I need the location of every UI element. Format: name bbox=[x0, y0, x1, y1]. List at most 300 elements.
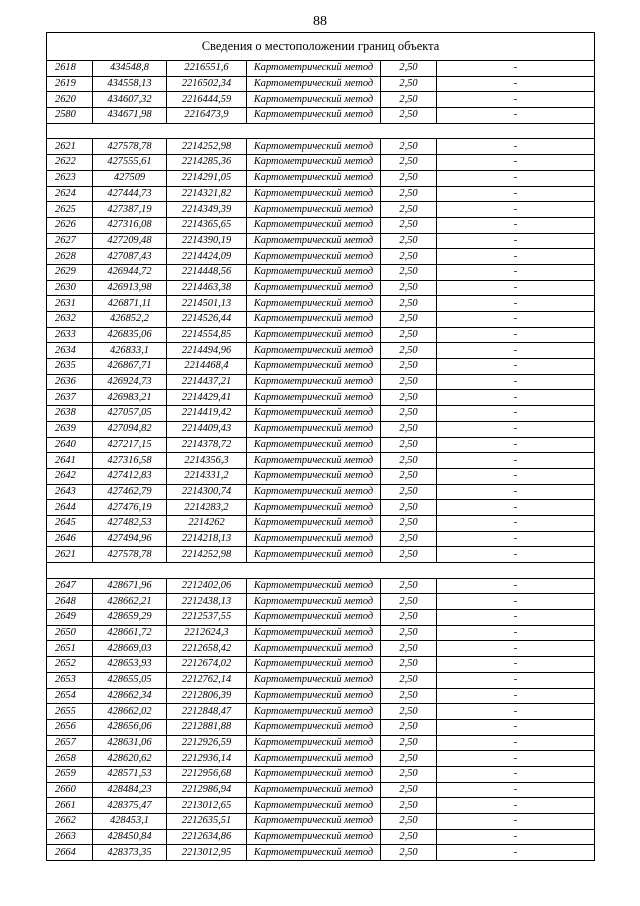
accuracy-cell: 2,50 bbox=[381, 625, 437, 641]
description-cell: - bbox=[437, 359, 595, 375]
accuracy-cell: 2,50 bbox=[381, 76, 437, 92]
coord-x-cell: 427578,78 bbox=[93, 547, 167, 563]
coord-y-cell: 2212762,14 bbox=[167, 672, 247, 688]
coord-x-cell: 428631,06 bbox=[93, 735, 167, 751]
table-row bbox=[47, 76, 595, 92]
table-row bbox=[47, 343, 595, 359]
accuracy-cell: 2,50 bbox=[381, 719, 437, 735]
table-row bbox=[47, 829, 595, 845]
accuracy-cell: 2,50 bbox=[381, 657, 437, 673]
description-cell: - bbox=[437, 798, 595, 814]
table-title-row bbox=[47, 33, 595, 61]
coord-x-cell: 427094,82 bbox=[93, 421, 167, 437]
description-cell: - bbox=[437, 155, 595, 171]
accuracy-cell: 2,50 bbox=[381, 61, 437, 77]
accuracy-cell: 2,50 bbox=[381, 217, 437, 233]
accuracy-cell: 2,50 bbox=[381, 672, 437, 688]
table-row bbox=[47, 327, 595, 343]
table-row bbox=[47, 798, 595, 814]
description-cell: - bbox=[437, 406, 595, 422]
coord-y-cell: 2214321,82 bbox=[167, 186, 247, 202]
table-title: Сведения о местоположении границ объекта bbox=[47, 33, 595, 61]
method-cell: Картометрический метод bbox=[247, 704, 381, 720]
table-row bbox=[47, 751, 595, 767]
coord-x-cell: 428655,05 bbox=[93, 672, 167, 688]
coord-x-cell: 427387,19 bbox=[93, 202, 167, 218]
coord-x-cell: 428669,03 bbox=[93, 641, 167, 657]
method-cell: Картометрический метод bbox=[247, 406, 381, 422]
accuracy-cell: 2,50 bbox=[381, 92, 437, 108]
accuracy-cell: 2,50 bbox=[381, 751, 437, 767]
table-row bbox=[47, 170, 595, 186]
table-row bbox=[47, 625, 595, 641]
point-number-cell: 2653 bbox=[47, 672, 93, 688]
method-cell: Картометрический метод bbox=[247, 468, 381, 484]
accuracy-cell: 2,50 bbox=[381, 829, 437, 845]
table-row bbox=[47, 657, 595, 673]
method-cell: Картометрический метод bbox=[247, 155, 381, 171]
method-cell: Картометрический метод bbox=[247, 625, 381, 641]
table-row bbox=[47, 202, 595, 218]
description-cell: - bbox=[437, 217, 595, 233]
description-cell: - bbox=[437, 374, 595, 390]
point-number-cell: 2648 bbox=[47, 594, 93, 610]
coord-x-cell: 427476,19 bbox=[93, 500, 167, 516]
method-cell: Картометрический метод bbox=[247, 814, 381, 830]
description-cell: - bbox=[437, 547, 595, 563]
point-number-cell: 2636 bbox=[47, 374, 93, 390]
coord-y-cell: 2212806,39 bbox=[167, 688, 247, 704]
table-row bbox=[47, 249, 595, 265]
coord-y-cell: 2212986,94 bbox=[167, 782, 247, 798]
method-cell: Картометрический метод bbox=[247, 515, 381, 531]
table-row bbox=[47, 515, 595, 531]
description-cell: - bbox=[437, 343, 595, 359]
method-cell: Картометрический метод bbox=[247, 688, 381, 704]
accuracy-cell: 2,50 bbox=[381, 814, 437, 830]
method-cell: Картометрический метод bbox=[247, 76, 381, 92]
method-cell: Картометрический метод bbox=[247, 610, 381, 626]
point-number-cell: 2629 bbox=[47, 264, 93, 280]
method-cell: Картометрический метод bbox=[247, 845, 381, 861]
table-row bbox=[47, 359, 595, 375]
accuracy-cell: 2,50 bbox=[381, 453, 437, 469]
description-cell: - bbox=[437, 766, 595, 782]
coord-x-cell: 428656,06 bbox=[93, 719, 167, 735]
coord-x-cell: 427209,48 bbox=[93, 233, 167, 249]
method-cell: Картометрический метод bbox=[247, 547, 381, 563]
coord-x-cell: 428375,47 bbox=[93, 798, 167, 814]
accuracy-cell: 2,50 bbox=[381, 249, 437, 265]
description-cell: - bbox=[437, 829, 595, 845]
description-cell: - bbox=[437, 468, 595, 484]
coord-x-cell: 427316,58 bbox=[93, 453, 167, 469]
description-cell: - bbox=[437, 233, 595, 249]
method-cell: Картометрический метод bbox=[247, 390, 381, 406]
point-number-cell: 2647 bbox=[47, 578, 93, 594]
table-row bbox=[47, 296, 595, 312]
accuracy-cell: 2,50 bbox=[381, 578, 437, 594]
accuracy-cell: 2,50 bbox=[381, 798, 437, 814]
point-number-cell: 2654 bbox=[47, 688, 93, 704]
accuracy-cell: 2,50 bbox=[381, 312, 437, 328]
accuracy-cell: 2,50 bbox=[381, 359, 437, 375]
coord-y-cell: 2212624,3 bbox=[167, 625, 247, 641]
coord-y-cell: 2214378,72 bbox=[167, 437, 247, 453]
description-cell: - bbox=[437, 76, 595, 92]
point-number-cell: 2655 bbox=[47, 704, 93, 720]
table-row bbox=[47, 735, 595, 751]
description-cell: - bbox=[437, 845, 595, 861]
table-row bbox=[47, 233, 595, 249]
coord-y-cell: 2213012,95 bbox=[167, 845, 247, 861]
coord-y-cell: 2212537,55 bbox=[167, 610, 247, 626]
method-cell: Картометрический метод bbox=[247, 202, 381, 218]
coord-x-cell: 427578,78 bbox=[93, 139, 167, 155]
point-number-cell: 2641 bbox=[47, 453, 93, 469]
accuracy-cell: 2,50 bbox=[381, 610, 437, 626]
point-number-cell: 2627 bbox=[47, 233, 93, 249]
table-row bbox=[47, 217, 595, 233]
table-row bbox=[47, 437, 595, 453]
description-cell: - bbox=[437, 657, 595, 673]
table-row bbox=[47, 594, 595, 610]
method-cell: Картометрический метод bbox=[247, 657, 381, 673]
description-cell: - bbox=[437, 312, 595, 328]
coord-x-cell: 428620,62 bbox=[93, 751, 167, 767]
accuracy-cell: 2,50 bbox=[381, 170, 437, 186]
coord-y-cell: 2212402,06 bbox=[167, 578, 247, 594]
method-cell: Картометрический метод bbox=[247, 782, 381, 798]
coord-y-cell: 2214252,98 bbox=[167, 547, 247, 563]
group-separator-row bbox=[47, 123, 595, 139]
coord-x-cell: 428450,84 bbox=[93, 829, 167, 845]
coord-y-cell: 2214526,44 bbox=[167, 312, 247, 328]
coord-x-cell: 428571,53 bbox=[93, 766, 167, 782]
point-number-cell: 2664 bbox=[47, 845, 93, 861]
method-cell: Картометрический метод bbox=[247, 170, 381, 186]
accuracy-cell: 2,50 bbox=[381, 343, 437, 359]
accuracy-cell: 2,50 bbox=[381, 500, 437, 516]
accuracy-cell: 2,50 bbox=[381, 641, 437, 657]
method-cell: Картометрический метод bbox=[247, 374, 381, 390]
point-number-cell: 2620 bbox=[47, 92, 93, 108]
coord-x-cell: 427555,61 bbox=[93, 155, 167, 171]
coord-y-cell: 2216473,9 bbox=[167, 108, 247, 124]
accuracy-cell: 2,50 bbox=[381, 296, 437, 312]
accuracy-cell: 2,50 bbox=[381, 374, 437, 390]
coord-y-cell: 2214409,43 bbox=[167, 421, 247, 437]
method-cell: Картометрический метод bbox=[247, 437, 381, 453]
point-number-cell: 2639 bbox=[47, 421, 93, 437]
coord-y-cell: 2214463,38 bbox=[167, 280, 247, 296]
method-cell: Картометрический метод bbox=[247, 217, 381, 233]
coord-y-cell: 2214331,2 bbox=[167, 468, 247, 484]
point-number-cell: 2632 bbox=[47, 312, 93, 328]
coord-y-cell: 2214285,36 bbox=[167, 155, 247, 171]
description-cell: - bbox=[437, 735, 595, 751]
coord-x-cell: 427444,73 bbox=[93, 186, 167, 202]
coord-y-cell: 2214291,05 bbox=[167, 170, 247, 186]
coord-y-cell: 2216551,6 bbox=[167, 61, 247, 77]
coord-x-cell: 428659,29 bbox=[93, 610, 167, 626]
method-cell: Картометрический метод bbox=[247, 61, 381, 77]
coord-y-cell: 2212956,68 bbox=[167, 766, 247, 782]
description-cell: - bbox=[437, 610, 595, 626]
point-number-cell: 2660 bbox=[47, 782, 93, 798]
method-cell: Картометрический метод bbox=[247, 139, 381, 155]
accuracy-cell: 2,50 bbox=[381, 735, 437, 751]
point-number-cell: 2625 bbox=[47, 202, 93, 218]
point-number-cell: 2652 bbox=[47, 657, 93, 673]
coord-y-cell: 2212674,02 bbox=[167, 657, 247, 673]
table-row bbox=[47, 390, 595, 406]
accuracy-cell: 2,50 bbox=[381, 390, 437, 406]
coord-x-cell: 428661,72 bbox=[93, 625, 167, 641]
description-cell: - bbox=[437, 578, 595, 594]
description-cell: - bbox=[437, 688, 595, 704]
coord-y-cell: 2214448,56 bbox=[167, 264, 247, 280]
method-cell: Картометрический метод bbox=[247, 578, 381, 594]
method-cell: Картометрический метод bbox=[247, 249, 381, 265]
table-row bbox=[47, 280, 595, 296]
coord-y-cell: 2214356,3 bbox=[167, 453, 247, 469]
point-number-cell: 2662 bbox=[47, 814, 93, 830]
point-number-cell: 2624 bbox=[47, 186, 93, 202]
accuracy-cell: 2,50 bbox=[381, 468, 437, 484]
description-cell: - bbox=[437, 782, 595, 798]
description-cell: - bbox=[437, 751, 595, 767]
description-cell: - bbox=[437, 453, 595, 469]
point-number-cell: 2650 bbox=[47, 625, 93, 641]
description-cell: - bbox=[437, 500, 595, 516]
description-cell: - bbox=[437, 594, 595, 610]
coord-x-cell: 428653,93 bbox=[93, 657, 167, 673]
accuracy-cell: 2,50 bbox=[381, 233, 437, 249]
table-row bbox=[47, 186, 595, 202]
method-cell: Картометрический метод bbox=[247, 719, 381, 735]
description-cell: - bbox=[437, 390, 595, 406]
table-row bbox=[47, 719, 595, 735]
point-number-cell: 2651 bbox=[47, 641, 93, 657]
point-number-cell: 2621 bbox=[47, 547, 93, 563]
table-row bbox=[47, 531, 595, 547]
coord-y-cell: 2214365,65 bbox=[167, 217, 247, 233]
description-cell: - bbox=[437, 641, 595, 657]
coord-x-cell: 434548,8 bbox=[93, 61, 167, 77]
description-cell: - bbox=[437, 108, 595, 124]
description-cell: - bbox=[437, 249, 595, 265]
coord-y-cell: 2212438,13 bbox=[167, 594, 247, 610]
point-number-cell: 2658 bbox=[47, 751, 93, 767]
method-cell: Картометрический метод bbox=[247, 453, 381, 469]
coord-y-cell: 2214218,13 bbox=[167, 531, 247, 547]
coord-x-cell: 426944,72 bbox=[93, 264, 167, 280]
description-cell: - bbox=[437, 170, 595, 186]
method-cell: Картометрический метод bbox=[247, 798, 381, 814]
point-number-cell: 2659 bbox=[47, 766, 93, 782]
point-number-cell: 2623 bbox=[47, 170, 93, 186]
description-cell: - bbox=[437, 327, 595, 343]
table-row bbox=[47, 421, 595, 437]
point-number-cell: 2619 bbox=[47, 76, 93, 92]
coord-y-cell: 2212848,47 bbox=[167, 704, 247, 720]
point-number-cell: 2645 bbox=[47, 515, 93, 531]
coord-x-cell: 426871,11 bbox=[93, 296, 167, 312]
coord-x-cell: 427057,05 bbox=[93, 406, 167, 422]
coord-x-cell: 428373,35 bbox=[93, 845, 167, 861]
accuracy-cell: 2,50 bbox=[381, 782, 437, 798]
coord-y-cell: 2212936,14 bbox=[167, 751, 247, 767]
table-row bbox=[47, 814, 595, 830]
accuracy-cell: 2,50 bbox=[381, 139, 437, 155]
coord-x-cell: 427462,79 bbox=[93, 484, 167, 500]
method-cell: Картометрический метод bbox=[247, 594, 381, 610]
method-cell: Картометрический метод bbox=[247, 359, 381, 375]
description-cell: - bbox=[437, 421, 595, 437]
coord-x-cell: 434558,13 bbox=[93, 76, 167, 92]
method-cell: Картометрический метод bbox=[247, 641, 381, 657]
table-row bbox=[47, 406, 595, 422]
coord-y-cell: 2212926,59 bbox=[167, 735, 247, 751]
description-cell: - bbox=[437, 484, 595, 500]
accuracy-cell: 2,50 bbox=[381, 766, 437, 782]
point-number-cell: 2656 bbox=[47, 719, 93, 735]
table-row bbox=[47, 484, 595, 500]
method-cell: Картометрический метод bbox=[247, 343, 381, 359]
coord-y-cell: 2214283,2 bbox=[167, 500, 247, 516]
table-row bbox=[47, 453, 595, 469]
coord-x-cell: 428453,1 bbox=[93, 814, 167, 830]
table-row bbox=[47, 92, 595, 108]
table-row bbox=[47, 782, 595, 798]
table-row bbox=[47, 139, 595, 155]
group-separator-cell bbox=[47, 123, 595, 139]
point-number-cell: 2663 bbox=[47, 829, 93, 845]
coord-x-cell: 426833,1 bbox=[93, 343, 167, 359]
coord-y-cell: 2216502,34 bbox=[167, 76, 247, 92]
method-cell: Картометрический метод bbox=[247, 421, 381, 437]
coord-x-cell: 426983,21 bbox=[93, 390, 167, 406]
point-number-cell: 2643 bbox=[47, 484, 93, 500]
description-cell: - bbox=[437, 672, 595, 688]
point-number-cell: 2618 bbox=[47, 61, 93, 77]
coord-x-cell: 426867,71 bbox=[93, 359, 167, 375]
coord-y-cell: 2212635,51 bbox=[167, 814, 247, 830]
description-cell: - bbox=[437, 625, 595, 641]
table-row bbox=[47, 61, 595, 77]
coord-y-cell: 2214468,4 bbox=[167, 359, 247, 375]
point-number-cell: 2635 bbox=[47, 359, 93, 375]
coord-x-cell: 427509 bbox=[93, 170, 167, 186]
method-cell: Картометрический метод bbox=[247, 186, 381, 202]
boundary-table bbox=[46, 32, 595, 861]
point-number-cell: 2633 bbox=[47, 327, 93, 343]
point-number-cell: 2621 bbox=[47, 139, 93, 155]
table-row bbox=[47, 766, 595, 782]
accuracy-cell: 2,50 bbox=[381, 437, 437, 453]
description-cell: - bbox=[437, 186, 595, 202]
point-number-cell: 2622 bbox=[47, 155, 93, 171]
accuracy-cell: 2,50 bbox=[381, 515, 437, 531]
accuracy-cell: 2,50 bbox=[381, 484, 437, 500]
coord-y-cell: 2212634,86 bbox=[167, 829, 247, 845]
description-cell: - bbox=[437, 139, 595, 155]
point-number-cell: 2628 bbox=[47, 249, 93, 265]
method-cell: Картометрический метод bbox=[247, 312, 381, 328]
description-cell: - bbox=[437, 92, 595, 108]
coord-y-cell: 2212658,42 bbox=[167, 641, 247, 657]
table-row bbox=[47, 500, 595, 516]
table-row bbox=[47, 468, 595, 484]
point-number-cell: 2649 bbox=[47, 610, 93, 626]
accuracy-cell: 2,50 bbox=[381, 704, 437, 720]
method-cell: Картометрический метод bbox=[247, 280, 381, 296]
page-number: 88 bbox=[313, 14, 327, 29]
table-row bbox=[47, 264, 595, 280]
point-number-cell: 2646 bbox=[47, 531, 93, 547]
description-cell: - bbox=[437, 296, 595, 312]
method-cell: Картометрический метод bbox=[247, 531, 381, 547]
point-number-cell: 2626 bbox=[47, 217, 93, 233]
description-cell: - bbox=[437, 437, 595, 453]
table-row bbox=[47, 610, 595, 626]
accuracy-cell: 2,50 bbox=[381, 280, 437, 296]
table-row bbox=[47, 845, 595, 861]
point-number-cell: 2638 bbox=[47, 406, 93, 422]
point-number-cell: 2637 bbox=[47, 390, 93, 406]
method-cell: Картометрический метод bbox=[247, 327, 381, 343]
coord-x-cell: 427217,15 bbox=[93, 437, 167, 453]
description-cell: - bbox=[437, 719, 595, 735]
table-row bbox=[47, 155, 595, 171]
accuracy-cell: 2,50 bbox=[381, 108, 437, 124]
coord-x-cell: 434671,98 bbox=[93, 108, 167, 124]
coord-x-cell: 426913,98 bbox=[93, 280, 167, 296]
description-cell: - bbox=[437, 61, 595, 77]
accuracy-cell: 2,50 bbox=[381, 845, 437, 861]
table-row bbox=[47, 547, 595, 563]
coord-y-cell: 2214349,39 bbox=[167, 202, 247, 218]
coord-y-cell: 2214501,13 bbox=[167, 296, 247, 312]
coord-x-cell: 426924,73 bbox=[93, 374, 167, 390]
method-cell: Картометрический метод bbox=[247, 766, 381, 782]
coord-x-cell: 428662,02 bbox=[93, 704, 167, 720]
group-separator-cell bbox=[47, 563, 595, 579]
table-row bbox=[47, 312, 595, 328]
coord-y-cell: 2214424,09 bbox=[167, 249, 247, 265]
coord-y-cell: 2214494,96 bbox=[167, 343, 247, 359]
coord-x-cell: 428662,34 bbox=[93, 688, 167, 704]
accuracy-cell: 2,50 bbox=[381, 202, 437, 218]
coord-y-cell: 2214300,74 bbox=[167, 484, 247, 500]
point-number-cell: 2661 bbox=[47, 798, 93, 814]
table-row bbox=[47, 704, 595, 720]
table-row bbox=[47, 672, 595, 688]
accuracy-cell: 2,50 bbox=[381, 531, 437, 547]
method-cell: Картометрический метод bbox=[247, 500, 381, 516]
point-number-cell: 2634 bbox=[47, 343, 93, 359]
point-number-cell: 2640 bbox=[47, 437, 93, 453]
description-cell: - bbox=[437, 202, 595, 218]
point-number-cell: 2644 bbox=[47, 500, 93, 516]
coord-x-cell: 427482,53 bbox=[93, 515, 167, 531]
coord-y-cell: 2214252,98 bbox=[167, 139, 247, 155]
accuracy-cell: 2,50 bbox=[381, 688, 437, 704]
group-separator-row bbox=[47, 563, 595, 579]
coord-y-cell: 2212881,88 bbox=[167, 719, 247, 735]
accuracy-cell: 2,50 bbox=[381, 547, 437, 563]
